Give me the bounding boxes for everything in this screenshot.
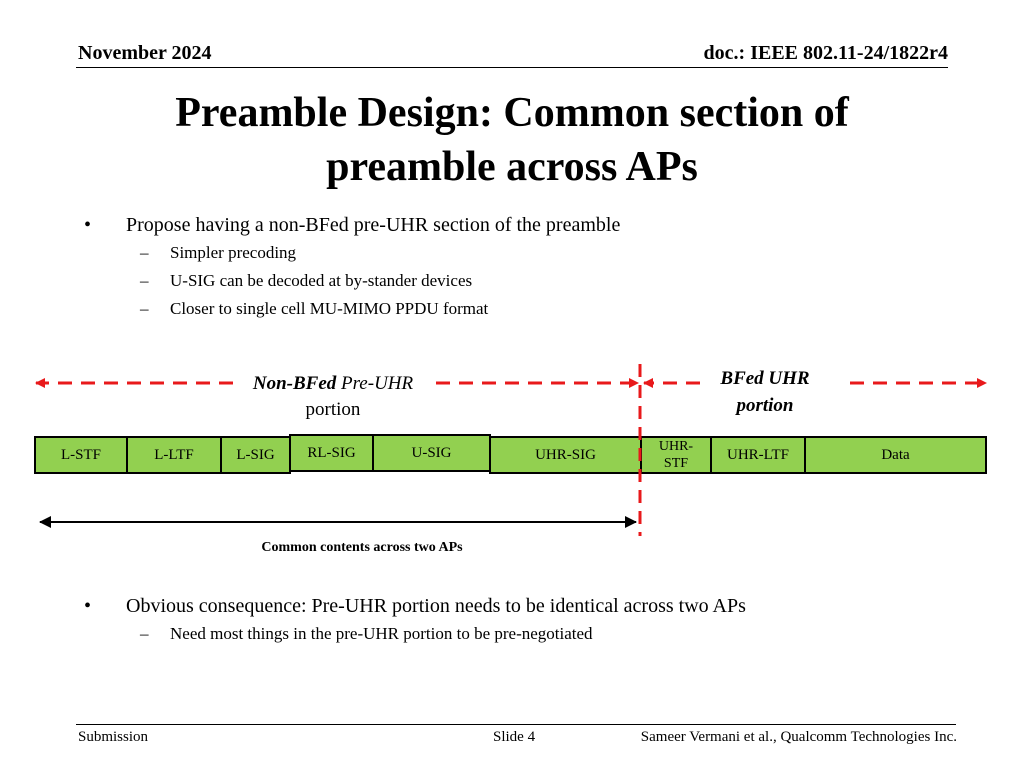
non-bfed-label-line-2: portion <box>305 399 361 420</box>
dash-marker: – <box>140 243 149 262</box>
field-l-ltf: L-LTF <box>126 436 222 474</box>
bottom-bullet-list <box>84 594 964 652</box>
footer-divider <box>76 724 956 725</box>
sub-bullet-text: U-SIG can be decoded at by-stander devices <box>170 271 473 290</box>
bf-boundary-line <box>630 360 650 540</box>
field-uhr-ltf: UHR-LTF <box>710 436 806 474</box>
field-uhr-stf: UHR- STF <box>640 436 712 474</box>
field-data: Data <box>804 436 987 474</box>
field-u-sig: U-SIG <box>372 434 491 472</box>
bfed-label-line-1: BFed UHR <box>720 368 810 389</box>
field-rl-sig: RL-SIG <box>289 434 374 472</box>
bfed-portion-label <box>690 365 840 419</box>
dash-marker: – <box>140 299 149 318</box>
header-date: November 2024 <box>78 42 212 64</box>
field-l-sig: L-SIG <box>220 436 291 474</box>
footer-slide-number: Slide 4 <box>493 729 536 745</box>
footer-author: Sameer Vermani et al., Qualcomm Technologies Inc. <box>640 729 957 745</box>
bullet-marker: • <box>84 214 92 236</box>
dash-marker: – <box>140 624 149 643</box>
non-bfed-pre-uhr-text: Pre-UHR <box>336 373 414 394</box>
field-l-stf: L-STF <box>34 436 128 474</box>
bullet-item <box>84 594 964 618</box>
bullet-text: Obvious consequence: Pre-UHR portion needs to be identical across two APs <box>126 595 746 617</box>
sub-bullet-item <box>84 624 964 644</box>
non-bfed-label-line-1 <box>228 371 438 397</box>
bullet-marker: • <box>84 595 92 617</box>
non-bfed-emphasis: Non-BFed <box>252 373 337 394</box>
footer-submission: Submission <box>78 729 149 745</box>
sub-bullet-text: Simpler precoding <box>170 243 297 262</box>
non-bfed-portion-label <box>228 371 438 423</box>
slide-title-line-2: preamble across APs <box>326 144 698 190</box>
bfed-label-line-2: portion <box>736 395 794 416</box>
common-contents-label: Common contents across two APs <box>261 540 463 555</box>
dash-marker: – <box>140 271 149 290</box>
header-doc-id: doc.: IEEE 802.11-24/1822r4 <box>703 42 948 64</box>
sub-bullet-text: Closer to single cell MU-MIMO PPDU format <box>170 299 489 318</box>
slide-title-line-1: Preamble Design: Common section of <box>175 90 849 136</box>
field-uhr-sig: UHR-SIG <box>489 436 642 474</box>
bullet-text: Propose having a non-BFed pre-UHR section of the preamble <box>126 214 621 236</box>
sub-bullet-text: Need most things in the pre-UHR portion to be pre-negotiated <box>170 624 593 643</box>
